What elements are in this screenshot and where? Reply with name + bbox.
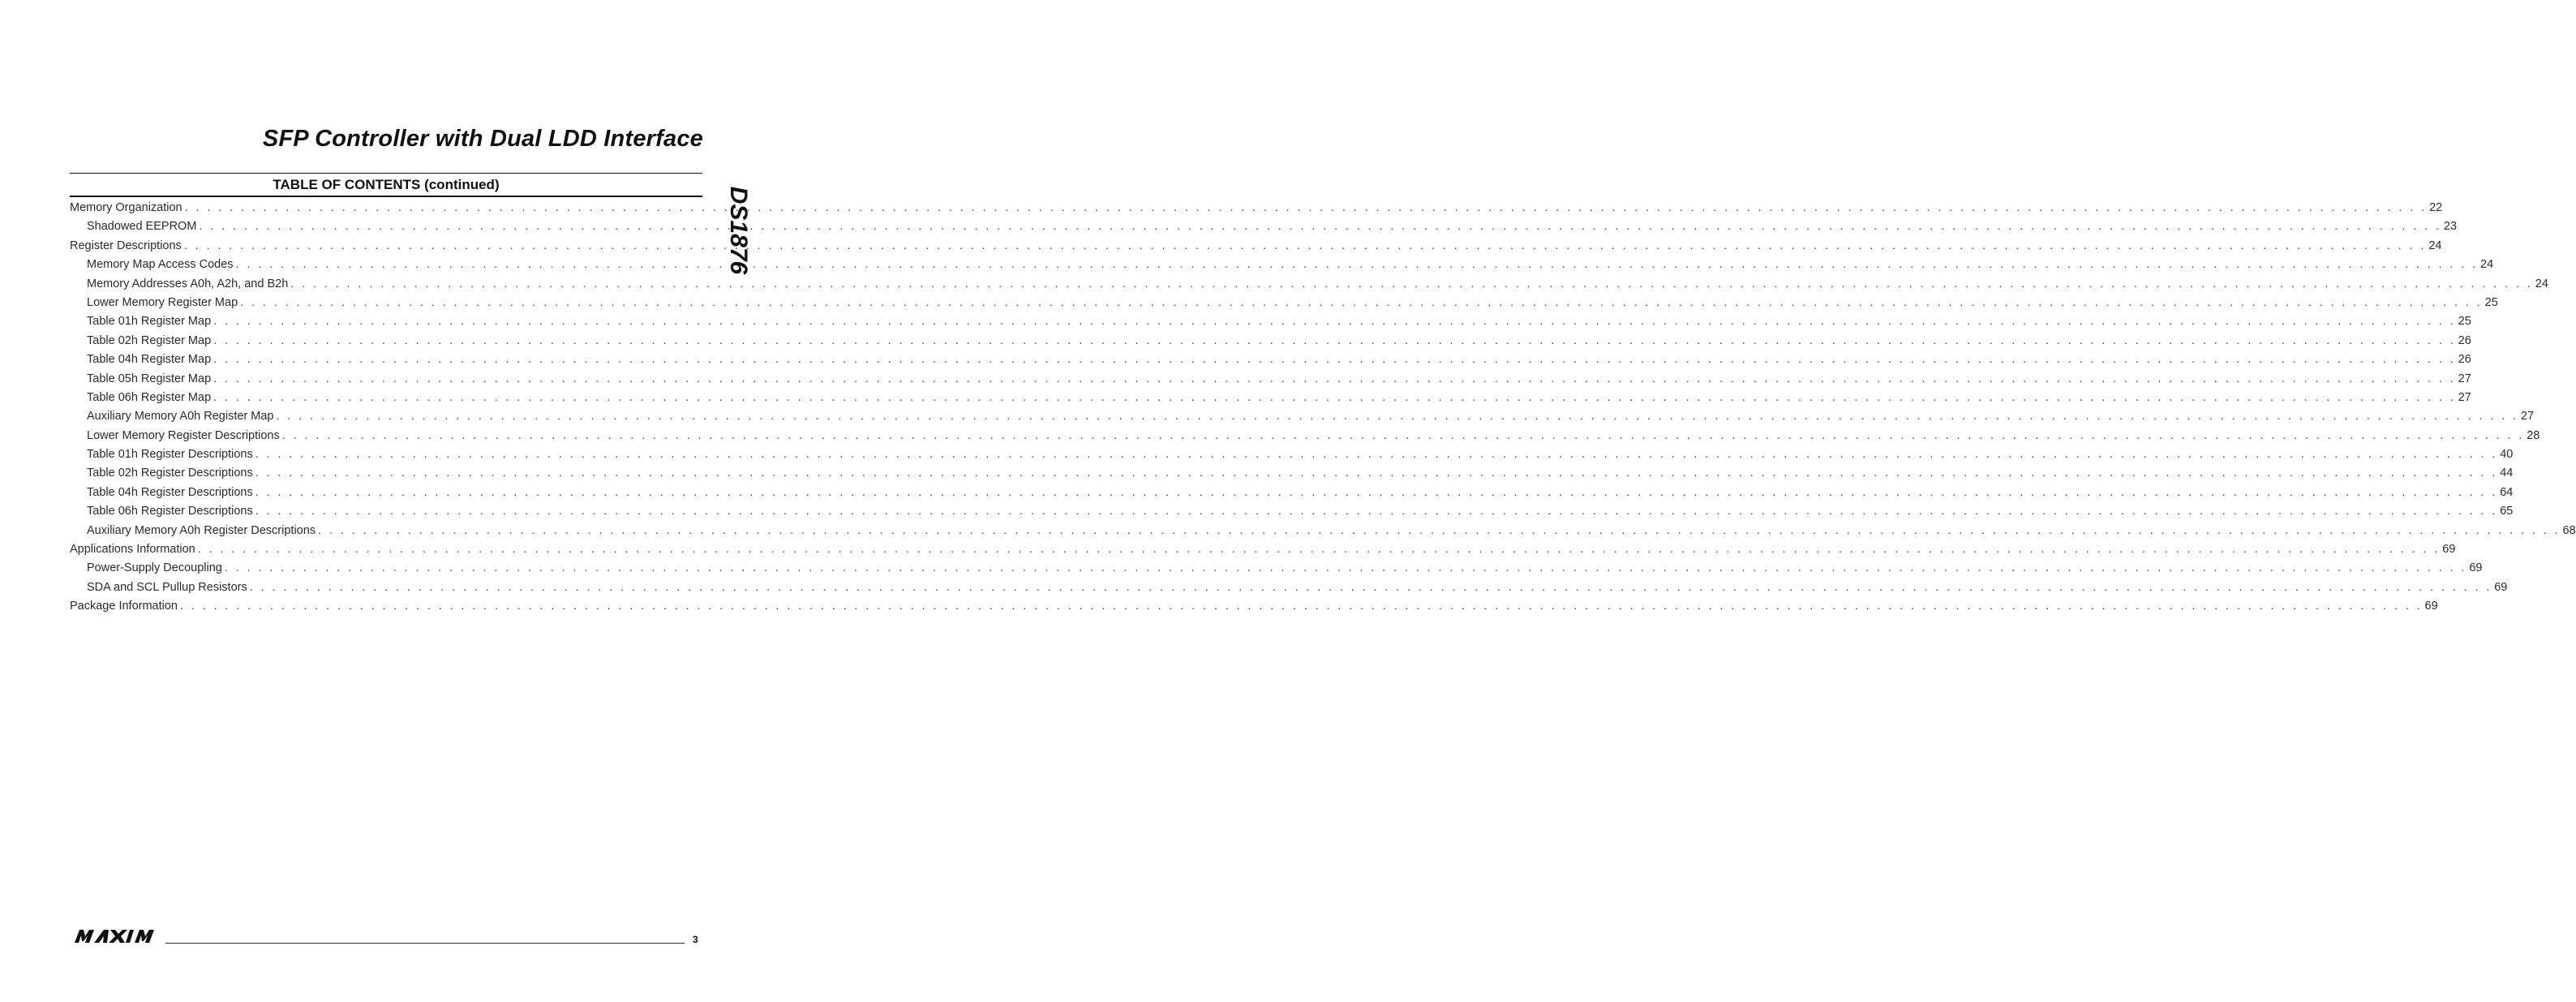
toc-entry (70, 239, 2442, 258)
toc-entry-page: 27 (2458, 390, 2471, 404)
toc-entry-page: 26 (2458, 333, 2471, 347)
toc-entry (70, 467, 2514, 485)
toc-entry (70, 580, 2508, 600)
toc-entry (70, 372, 2471, 391)
toc-entry-page: 27 (2458, 372, 2471, 385)
toc-entry-page: 24 (2535, 277, 2548, 290)
toc-entry-label: Table 01h Register Map (87, 315, 212, 329)
toc-entry-page: 24 (2428, 239, 2442, 252)
dot-leader: . . . . . . . . . . . . . . . . . . . . . . . . . . . . . . . . . . . . . . . . . . . . . . . . . . . . . . . . . . . . . . . . . . . . . . . . . . . . . . . . . . . . . . . . . . . . . . . . . . . . . . . . . . . . . . . . . . . . . . . . . . . . . . . . . . . . . . . . . . . . . . . . . . . . . . . . . . . . . . . . . . . . . . . . . . . . . . . . . . . . . . . . . . . . . . . . . . . . . . . . (255, 467, 2498, 480)
toc-entry-page: 28 (2527, 428, 2540, 442)
toc-entry-label: Package Information (70, 600, 178, 613)
toc-entry (70, 485, 2514, 505)
toc-entry-page: 69 (2442, 543, 2456, 557)
toc-entry (70, 543, 2456, 561)
toc-entry-label: Lower Memory Register Descriptions (87, 428, 280, 442)
dot-leader: . . . . . . . . . . . . . . . . . . . . . . . . . . . . . . . . . . . . . . . . . . . . . . . . . . . . . . . . . . . . . . . . . . . . . . . . . . . . . . . . . . . . . . . . . . . . . . . . . . . . . . . . . . . . . . . . . . . . . . . . . . . . . . . . . . . . . . . . . . . . . . . . . . . . . . . . . . . . . . . . . . . . . . . . . . . . . . . . . . . . . . . . . . . . . . . . . . . . . . . . (180, 600, 2423, 613)
toc-entry-label: Table 05h Register Map (87, 372, 212, 385)
toc-entry-label: SDA and SCL Pullup Resistors (87, 580, 247, 594)
toc-entry-page: 44 (2500, 467, 2514, 480)
toc-entry-label: Power-Supply Decoupling (87, 561, 222, 575)
page-number: 3 (693, 934, 698, 945)
toc-entry (70, 220, 2458, 239)
toc-entry-page: 68 (2562, 523, 2576, 537)
toc-entry (70, 353, 2471, 372)
dot-leader: . . . . . . . . . . . . . . . . . . . . . . . . . . . . . . . . . . . . . . . . . . . . . . . . . . . . . . . . . . . . . . . . . . . . . . . . . . . . . . . . . . . . . . . . . . . . . . . . . . . . . . . . . . . . . . . . . . . . . . . . . . . . . . . . . . . . . . . . . . . . . . . . . . . . . . . . . . . . . . . . . . . . . . . . . . . . . . . . . . . . . . . . . . . . . . . . . . . . . . . . (199, 220, 2441, 234)
toc-entry-page: 64 (2500, 485, 2514, 499)
toc-entry-page: 22 (2429, 201, 2443, 214)
heading-bottom-rule (70, 196, 702, 197)
toc-entry-page: 23 (2443, 220, 2458, 234)
dot-leader: . . . . . . . . . . . . . . . . . . . . . . . . . . . . . . . . . . . . . . . . . . . . . . . . . . . . . . . . . . . . . . . . . . . . . . . . . . . . . . . . . . . . . . . . . . . . . . . . . . . . . . . . . . . . . . . . . . . . . . . . . . . . . . . . . . . . . . . . . . . . . . . . . . . . . . . . . . . . . . . . . . . . . . . . . . . . . . . . . . . . . . . . . . . . . . . . . . . . . . . . (290, 277, 2533, 290)
toc-entry-label: Auxiliary Memory A0h Register Descriptions (87, 523, 316, 537)
dot-leader: . . . . . . . . . . . . . . . . . . . . . . . . . . . . . . . . . . . . . . . . . . . . . . . . . . . . . . . . . . . . . . . . . . . . . . . . . . . . . . . . . . . . . . . . . . . . . . . . . . . . . . . . . . . . . . . . . . . . . . . . . . . . . . . . . . . . . . . . . . . . . . . . . . . . . . . . . . . . . . . . . . . . . . . . . . . . . . . . . . . . . . . . . . . . . . . . . . . . . . . . (213, 315, 2456, 329)
maxim-logo (73, 929, 164, 944)
dot-leader: . . . . . . . . . . . . . . . . . . . . . . . . . . . . . . . . . . . . . . . . . . . . . . . . . . . . . . . . . . . . . . . . . . . . . . . . . . . . . . . . . . . . . . . . . . . . . . . . . . . . . . . . . . . . . . . . . . . . . . . . . . . . . . . . . . . . . . . . . . . . . . . . . . . . . . . . . . . . . . . . . . . . . . . . . . . . . . . . . . . . . . . . . . . . . . . . . . . . . . . . (249, 580, 2492, 594)
dot-leader: . . . . . . . . . . . . . . . . . . . . . . . . . . . . . . . . . . . . . . . . . . . . . . . . . . . . . . . . . . . . . . . . . . . . . . . . . . . . . . . . . . . . . . . . . . . . . . . . . . . . . . . . . . . . . . . . . . . . . . . . . . . . . . . . . . . . . . . . . . . . . . . . . . . . . . . . . . . . . . . . . . . . . . . . . . . . . . . . . . . . . . . . . . . . . . . . . . . . . . . . (255, 448, 2498, 462)
dot-leader: . . . . . . . . . . . . . . . . . . . . . . . . . . . . . . . . . . . . . . . . . . . . . . . . . . . . . . . . . . . . . . . . . . . . . . . . . . . . . . . . . . . . . . . . . . . . . . . . . . . . . . . . . . . . . . . . . . . . . . . . . . . . . . . . . . . . . . . . . . . . . . . . . . . . . . . . . . . . . . . . . . . . . . . . . . . . . . . . . . . . . . . . . . . . . . . . . . . . . . . . (213, 372, 2456, 385)
toc-entry (70, 410, 2535, 428)
part-number: DS1876 (725, 186, 752, 275)
toc-entry (70, 505, 2514, 523)
toc-entry-label: Table 01h Register Descriptions (87, 448, 253, 462)
dot-leader: . . . . . . . . . . . . . . . . . . . . . . . . . . . . . . . . . . . . . . . . . . . . . . . . . . . . . . . . . . . . . . . . . . . . . . . . . . . . . . . . . . . . . . . . . . . . . . . . . . . . . . . . . . . . . . . . . . . . . . . . . . . . . . . . . . . . . . . . . . . . . . . . . . . . . . . . . . . . . . . . . . . . . . . . . . . . . . . . . . . . . . . . . . . . . . . . . . . . . . . . (240, 295, 2483, 309)
toc-entry (70, 315, 2471, 333)
dot-leader: . . . . . . . . . . . . . . . . . . . . . . . . . . . . . . . . . . . . . . . . . . . . . . . . . . . . . . . . . . . . . . . . . . . . . . . . . . . . . . . . . . . . . . . . . . . . . . . . . . . . . . . . . . . . . . . . . . . . . . . . . . . . . . . . . . . . . . . . . . . . . . . . . . . . . . . . . . . . . . . . . . . . . . . . . . . . . . . . . . . . . . . . . . . . . . . . . . . . . . . . (213, 390, 2456, 404)
toc-heading: TABLE OF CONTENTS (continued) (273, 177, 500, 192)
dot-leader: . . . . . . . . . . . . . . . . . . . . . . . . . . . . . . . . . . . . . . . . . . . . . . . . . . . . . . . . . . . . . . . . . . . . . . . . . . . . . . . . . . . . . . . . . . . . . . . . . . . . . . . . . . . . . . . . . . . . . . . . . . . . . . . . . . . . . . . . . . . . . . . . . . . . . . . . . . . . . . . . . . . . . . . . . . . . . . . . . . . . . . . . . . . . . . . . . . . . . . . . (281, 428, 2525, 442)
toc-entry (70, 448, 2514, 467)
toc-entry-page: 69 (2469, 561, 2483, 575)
dot-leader: . . . . . . . . . . . . . . . . . . . . . . . . . . . . . . . . . . . . . . . . . . . . . . . . . . . . . . . . . . . . . . . . . . . . . . . . . . . . . . . . . . . . . . . . . . . . . . . . . . . . . . . . . . . . . . . . . . . . . . . . . . . . . . . . . . . . . . . . . . . . . . . . . . . . . . . . . . . . . . . . . . . . . . . . . . . . . . . . . . . . . . . . . . . . . . . . . . . . . . . . (184, 201, 2428, 214)
toc-entry-page: 65 (2500, 505, 2514, 518)
dot-leader: . . . . . . . . . . . . . . . . . . . . . . . . . . . . . . . . . . . . . . . . . . . . . . . . . . . . . . . . . . . . . . . . . . . . . . . . . . . . . . . . . . . . . . . . . . . . . . . . . . . . . . . . . . . . . . . . . . . . . . . . . . . . . . . . . . . . . . . . . . . . . . . . . . . . . . . . . . . . . . . . . . . . . . . . . . . . . . . . . . . . . . . . . . . . . . . . . . . . . . . . (213, 333, 2456, 347)
toc-entry (70, 258, 2494, 277)
toc-entry (70, 295, 2498, 315)
toc-entry-label: Memory Addresses A0h, A2h, and B2h (87, 277, 289, 290)
toc-entry-page: 25 (2484, 295, 2498, 309)
dot-leader: . . . . . . . . . . . . . . . . . . . . . . . . . . . . . . . . . . . . . . . . . . . . . . . . . . . . . . . . . . . . . . . . . . . . . . . . . . . . . . . . . . . . . . . . . . . . . . . . . . . . . . . . . . . . . . . . . . . . . . . . . . . . . . . . . . . . . . . . . . . . . . . . . . . . . . . . . . . . . . . . . . . . . . . . . . . . . . . . . . . . . . . . . . . . . . . . . . . . . . . . (197, 543, 2441, 557)
dot-leader: . . . . . . . . . . . . . . . . . . . . . . . . . . . . . . . . . . . . . . . . . . . . . . . . . . . . . . . . . . . . . . . . . . . . . . . . . . . . . . . . . . . . . . . . . . . . . . . . . . . . . . . . . . . . . . . . . . . . . . . . . . . . . . . . . . . . . . . . . . . . . . . . . . . . . . . . . . . . . . . . . . . . . . . . . . . . . . . . . . . . . . . . . . . . . . . . . . . . . . . . (255, 505, 2498, 518)
toc-entry-page: 26 (2458, 353, 2471, 367)
toc-entry-label: Table 04h Register Descriptions (87, 485, 253, 499)
toc-entry (70, 277, 2548, 296)
toc-entry-label: Table 06h Register Descriptions (87, 505, 253, 518)
toc-entry-label: Table 06h Register Map (87, 390, 212, 404)
toc-entry-label: Lower Memory Register Map (87, 295, 238, 309)
dot-leader: . . . . . . . . . . . . . . . . . . . . . . . . . . . . . . . . . . . . . . . . . . . . . . . . . . . . . . . . . . . . . . . . . . . . . . . . . . . . . . . . . . . . . . . . . . . . . . . . . . . . . . . . . . . . . . . . . . . . . . . . . . . . . . . . . . . . . . . . . . . . . . . . . . . . . . . . . . . . . . . . . . . . . . . . . . . . . . . . . . . . . . . . . . . . . . . . . . . . . . . . (235, 258, 2479, 272)
toc-entry-page: 24 (2480, 258, 2494, 272)
toc-entry-page: 69 (2494, 580, 2508, 594)
toc-entry-page: 27 (2520, 410, 2535, 424)
toc-entry (70, 201, 2443, 220)
toc-entry-page: 40 (2500, 448, 2514, 462)
toc-entry-label: Shadowed EEPROM (87, 220, 197, 234)
toc-entry-page: 25 (2458, 315, 2471, 329)
toc-entry-label: Memory Organization (70, 201, 182, 214)
heading-top-rule (70, 173, 702, 174)
toc-entry-label: Auxiliary Memory A0h Register Map (87, 410, 274, 424)
toc-entry (70, 561, 2483, 580)
toc-entry-label: Memory Map Access Codes (87, 258, 234, 272)
toc-entry (70, 333, 2471, 353)
dot-leader: . . . . . . . . . . . . . . . . . . . . . . . . . . . . . . . . . . . . . . . . . . . . . . . . . . . . . . . . . . . . . . . . . . . . . . . . . . . . . . . . . . . . . . . . . . . . . . . . . . . . . . . . . . . . . . . . . . . . . . . . . . . . . . . . . . . . . . . . . . . . . . . . . . . . . . . . . . . . . . . . . . . . . . . . . . . . . . . . . . . . . . . . . . . . . . . . . . . . . . . . (224, 561, 2467, 575)
dot-leader: . . . . . . . . . . . . . . . . . . . . . . . . . . . . . . . . . . . . . . . . . . . . . . . . . . . . . . . . . . . . . . . . . . . . . . . . . . . . . . . . . . . . . . . . . . . . . . . . . . . . . . . . . . . . . . . . . . . . . . . . . . . . . . . . . . . . . . . . . . . . . . . . . . . . . . . . . . . . . . . . . . . . . . . . . . . . . . . . . . . . . . . . . . . . . . . . . . . . . . . . (276, 410, 2518, 424)
toc-entry-label: Register Descriptions (70, 239, 182, 252)
dot-leader: . . . . . . . . . . . . . . . . . . . . . . . . . . . . . . . . . . . . . . . . . . . . . . . . . . . . . . . . . . . . . . . . . . . . . . . . . . . . . . . . . . . . . . . . . . . . . . . . . . . . . . . . . . . . . . . . . . . . . . . . . . . . . . . . . . . . . . . . . . . . . . . . . . . . . . . . . . . . . . . . . . . . . . . . . . . . . . . . . . . . . . . . . . . . . . . . . . . . . . . . (183, 239, 2427, 252)
footer-rule (165, 943, 685, 944)
toc-entry-label: Table 02h Register Map (87, 333, 212, 347)
toc-entry-label: Applications Information (70, 543, 195, 557)
toc-entry-label: Table 04h Register Map (87, 353, 212, 367)
toc-entry (70, 428, 2540, 448)
document-title: SFP Controller with Dual LDD Interface (262, 126, 703, 152)
dot-leader: . . . . . . . . . . . . . . . . . . . . . . . . . . . . . . . . . . . . . . . . . . . . . . . . . . . . . . . . . . . . . . . . . . . . . . . . . . . . . . . . . . . . . . . . . . . . . . . . . . . . . . . . . . . . . . . . . . . . . . . . . . . . . . . . . . . . . . . . . . . . . . . . . . . . . . . . . . . . . . . . . . . . . . . . . . . . . . . . . . . . . . . . . . . . . . . . . . . . . . . . (213, 353, 2456, 367)
toc-entry-label: Table 02h Register Descriptions (87, 467, 253, 480)
toc-entry (70, 600, 2438, 618)
dot-leader: . . . . . . . . . . . . . . . . . . . . . . . . . . . . . . . . . . . . . . . . . . . . . . . . . . . . . . . . . . . . . . . . . . . . . . . . . . . . . . . . . . . . . . . . . . . . . . . . . . . . . . . . . . . . . . . . . . . . . . . . . . . . . . . . . . . . . . . . . . . . . . . . . . . . . . . . . . . . . . . . . . . . . . . . . . . . . . . . . . . . . . . . . . . . . . . . . . . . . . . . (318, 523, 2561, 537)
dot-leader: . . . . . . . . . . . . . . . . . . . . . . . . . . . . . . . . . . . . . . . . . . . . . . . . . . . . . . . . . . . . . . . . . . . . . . . . . . . . . . . . . . . . . . . . . . . . . . . . . . . . . . . . . . . . . . . . . . . . . . . . . . . . . . . . . . . . . . . . . . . . . . . . . . . . . . . . . . . . . . . . . . . . . . . . . . . . . . . . . . . . . . . . . . . . . . . . . . . . . . . . (255, 485, 2498, 499)
toc-entry-page: 69 (2424, 600, 2438, 613)
toc-entry (70, 523, 2576, 543)
toc-entry (70, 390, 2471, 410)
